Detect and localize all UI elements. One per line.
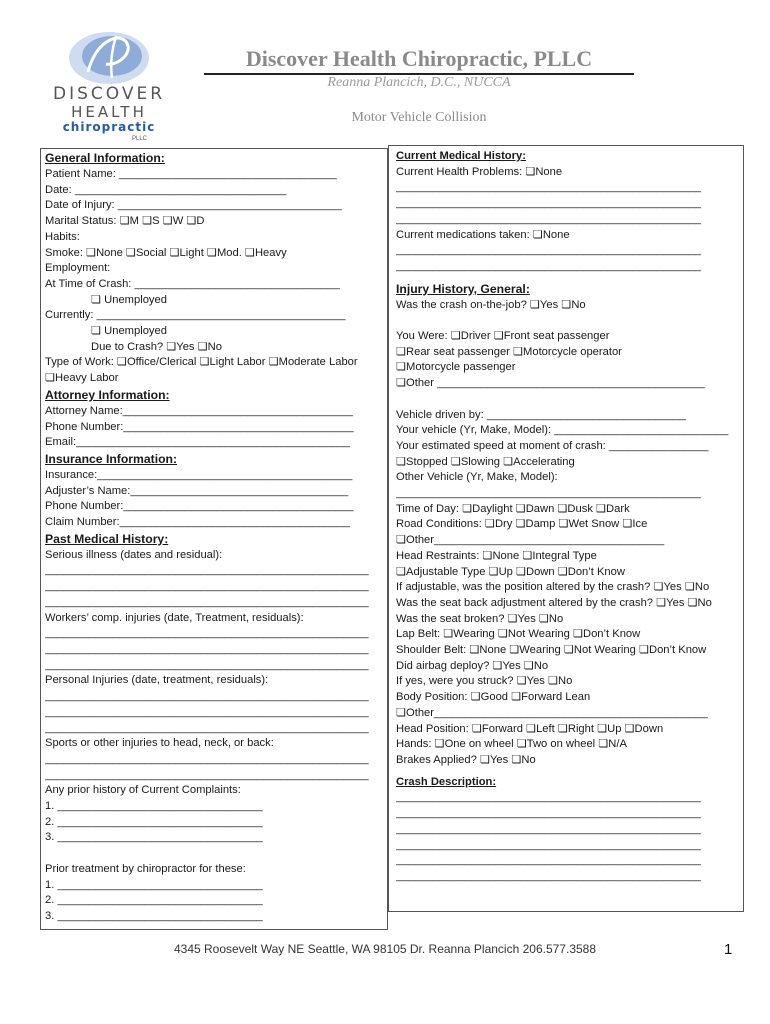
form-line: Was the crash on-the-job? ❏Yes ❏No <box>396 298 586 311</box>
logo-word-health: HEALTH <box>71 103 147 121</box>
form-line: ❏Adjustable Type ❏Up ❏Down ❏Don’t Know <box>396 565 625 578</box>
form-line: ❏Heavy Labor <box>45 372 119 385</box>
form-line: ❏Other ___________________________________________ <box>396 377 705 390</box>
form-line: ____________________________________________________ <box>45 721 369 734</box>
form-line: _________________________________________________ <box>396 212 701 225</box>
form-line: Was the seat back adjustment altered by the crash? ❏Yes ❏No <box>396 596 712 609</box>
form-line: Current Health Problems: ❏None <box>396 165 563 178</box>
form-line: Shoulder Belt: ❏None ❏Wearing ❏Not Wearing ❏Don’t Know <box>396 644 707 657</box>
form-line: _________________________________________________ <box>396 181 701 194</box>
form-name: Motor Vehicle Collision <box>351 110 487 125</box>
form-line: ____________________________________________________ <box>45 658 369 671</box>
form-line: ____________________________________________________ <box>45 642 369 655</box>
form-line: ____________________________________________________ <box>45 768 369 781</box>
form-line: Sports or other injuries to head, neck, or back: <box>45 737 274 750</box>
section-heading: Past Medical History: <box>45 531 169 546</box>
form-line: ____________________________________________________ <box>45 705 369 718</box>
form-line: Body Position: ❏Good ❏Forward Lean <box>396 691 591 704</box>
form-line: ❏ Unemployed <box>91 293 167 306</box>
form-line: Currently: ________________________________________ <box>45 309 346 322</box>
form-line: ❏Motorcycle passenger <box>396 361 516 374</box>
form-line: Phone Number:_____________________________________ <box>45 500 354 513</box>
logo-word-pllc: PLLC <box>132 136 148 142</box>
form-line: ❏Other_____________________________________ <box>396 534 665 547</box>
form-line: Attorney Name:_____________________________________ <box>45 404 353 417</box>
form-line: Was the seat broken? ❏Yes ❏No <box>396 612 564 625</box>
section-heading: Injury History, General: <box>396 281 530 296</box>
form-line: 2. _________________________________ <box>45 815 263 828</box>
form-line: Insurance:_________________________________________ <box>45 468 353 481</box>
form-line: Vehicle driven by: ________________________________ <box>396 408 686 421</box>
form-line: Road Conditions: ❏Dry ❏Damp ❏Wet Snow ❏Ice <box>396 518 648 531</box>
form-line: ❏Rear seat passenger ❏Motorcycle operator <box>396 345 622 358</box>
form-line: Personal Injuries (date, treatment, residuals): <box>45 674 269 687</box>
form-line: At Time of Crash: _________________________________ <box>45 277 340 290</box>
form-line: _________________________________________________ <box>396 487 701 500</box>
form-line: You Were: ❏Driver ❏Front seat passenger <box>396 330 610 343</box>
logo-word-chiropractic: chiropractic <box>62 120 156 134</box>
clinic-logo <box>50 28 168 142</box>
form-line: Serious illness (dates and residual): <box>45 548 223 561</box>
form-line: Time of Day: ❏Daylight ❏Dawn ❏Dusk ❏Dark <box>396 502 630 515</box>
spacer <box>45 846 385 862</box>
form-line: Phone Number:_____________________________________ <box>45 420 354 433</box>
form-line: Prior treatment by chiropractor for these: <box>45 862 246 875</box>
form-line: _________________________________________________ <box>396 854 701 867</box>
form-line: Email:____________________________________________ <box>45 436 350 449</box>
form-line: _________________________________________________ <box>396 838 701 851</box>
form-line: Workers’ comp. injuries (date, Treatment, residuals): <box>45 611 304 624</box>
form-line: Any prior history of Current Complaints: <box>45 784 241 797</box>
form-line: Claim Number:_____________________________________ <box>45 516 350 529</box>
form-line: Type of Work: ❏Office/Clerical ❏Light Labor ❏Moderate Labor <box>45 356 358 369</box>
form-line: Other Vehicle (Yr, Make, Model): <box>396 471 558 484</box>
form-line: _________________________________________________ <box>396 807 701 820</box>
form-line: Lap Belt: ❏Wearing ❏Not Wearing ❏Don’t Know <box>396 628 641 641</box>
form-line: _________________________________________________ <box>396 259 701 272</box>
form-line: Current medications taken: ❏None <box>396 228 570 241</box>
left-column <box>45 150 385 925</box>
form-line: ❏Other____________________________________________ <box>396 706 708 719</box>
form-line: Date: __________________________________ <box>45 183 287 196</box>
form-line: ❏ Unemployed <box>91 325 167 338</box>
form-line: Your estimated speed at moment of crash: ________________ <box>396 439 709 452</box>
form-line: Date of Injury: ____________________________________ <box>45 199 342 212</box>
form-line: Employment: <box>45 262 111 275</box>
form-line: ____________________________________________________ <box>45 752 369 765</box>
form-line: _________________________________________________ <box>396 244 701 257</box>
page-number: 1 <box>724 941 733 958</box>
form-line: ❏Stopped ❏Slowing ❏Accelerating <box>396 455 575 468</box>
form-line: 1. _________________________________ <box>45 800 263 813</box>
form-line: Marital Status: ❏M ❏S ❏W ❏D <box>45 215 205 228</box>
section-heading: General Information: <box>45 151 165 165</box>
right-column <box>396 149 738 885</box>
form-line: Due to Crash? ❏Yes ❏No <box>91 340 222 353</box>
footer-address: 4345 Roosevelt Way NE Seattle, WA 98105 Dr. Reanna Plancich 206.577.3588 <box>173 942 597 956</box>
form-line: ____________________________________________________ <box>45 580 369 593</box>
form-line: Patient Name: ___________________________________ <box>45 168 337 180</box>
form-line: 3. _________________________________ <box>45 831 263 844</box>
form-line: ____________________________________________________ <box>45 595 369 608</box>
logo-swirl-icon <box>66 28 152 86</box>
doctor-name: Reanna Plancich, D.C., NUCCA <box>327 75 511 90</box>
spacer <box>396 392 738 408</box>
form-line: Head Position: ❏Forward ❏Left ❏Right ❏Up ❏Down <box>396 722 664 735</box>
section-heading: Attorney Information: <box>45 387 170 402</box>
form-line: Brakes Applied? ❏Yes ❏No <box>396 753 536 766</box>
form-line: _________________________________________________ <box>396 791 701 804</box>
section-heading: Crash Description: <box>396 775 497 788</box>
form-line: If adjustable, was the position altered by the crash? ❏Yes ❏No <box>396 581 710 594</box>
form-line: Adjuster’s Name:___________________________________ <box>45 484 349 497</box>
form-line: _________________________________________________ <box>396 822 701 835</box>
section-heading: Current Medical History: <box>396 150 526 162</box>
form-line: Hands: ❏One on wheel ❏Two on wheel ❏N/A <box>396 738 627 751</box>
form-line: Head Restraints: ❏None ❏Integral Type <box>396 549 597 562</box>
section-heading: Insurance Information: <box>45 451 178 466</box>
form-line: Your vehicle (Yr, Make, Model): ____________________________ <box>396 424 729 437</box>
form-line: 2. _________________________________ <box>45 894 263 907</box>
form-line: ____________________________________________________ <box>45 627 369 640</box>
logo-word-discover: DISCOVER <box>52 84 166 104</box>
form-line: 1. _________________________________ <box>45 878 263 891</box>
form-line: Habits: <box>45 230 80 243</box>
spacer <box>396 313 738 329</box>
form-line: _________________________________________________ <box>396 869 701 882</box>
form-line: Smoke: ❏None ❏Social ❏Light ❏Mod. ❏Heavy <box>45 246 287 259</box>
form-line: ____________________________________________________ <box>45 690 369 703</box>
form-line: If yes, were you struck? ❏Yes ❏No <box>396 675 573 688</box>
form-line: ____________________________________________________ <box>45 564 369 577</box>
form-line: 3. _________________________________ <box>45 909 263 922</box>
form-line: Did airbag deploy? ❏Yes ❏No <box>396 659 549 672</box>
clinic-title: Discover Health Chiropractic, PLLC <box>245 46 593 71</box>
form-line: _________________________________________________ <box>396 197 701 210</box>
